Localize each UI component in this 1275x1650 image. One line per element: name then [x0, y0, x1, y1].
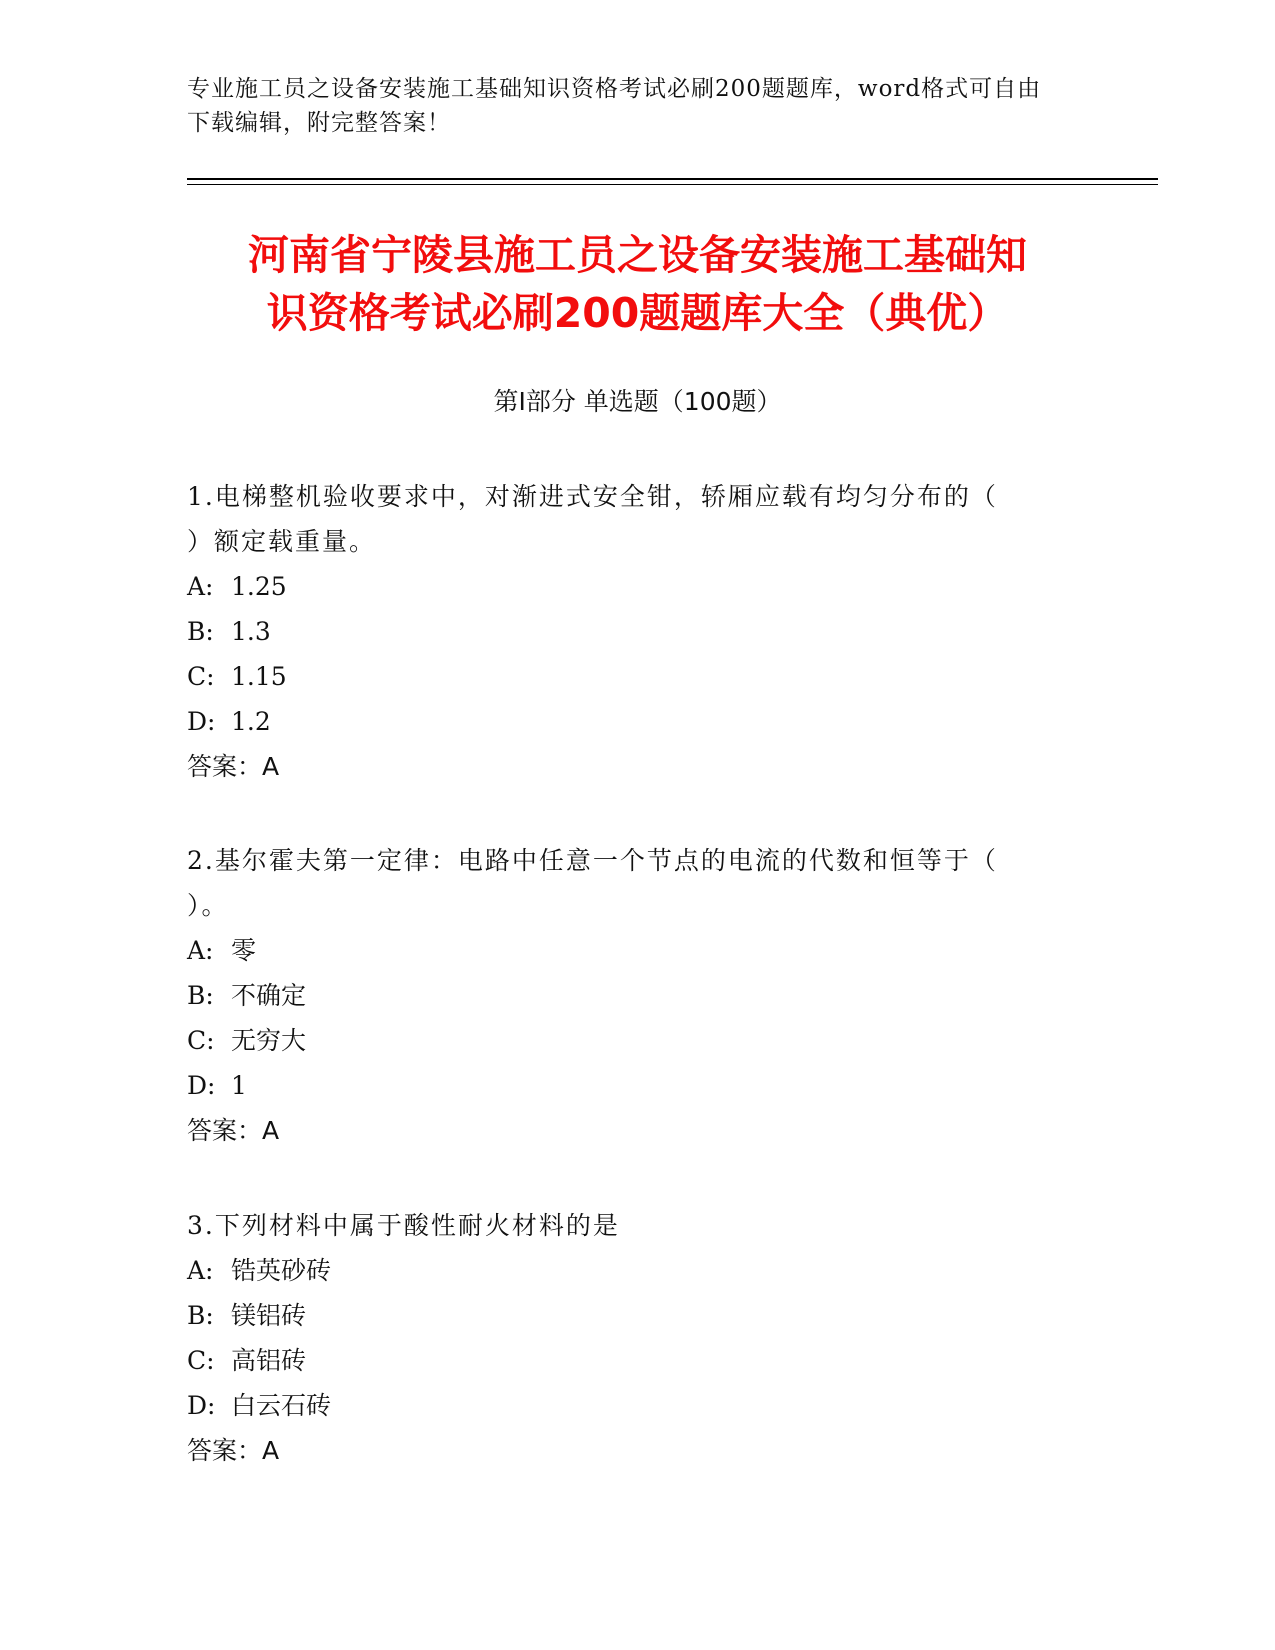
- option-c: [187, 1338, 1087, 1383]
- option-label: A:: [187, 1256, 214, 1285]
- question-item: [187, 1203, 1087, 1473]
- option-label: B:: [187, 1301, 214, 1330]
- intro-line: 下载编辑，附完整答案！: [187, 110, 451, 136]
- question-stem-line: 2.基尔霍夫第一定律：电路中任意一个节点的电流的代数和恒等于（: [187, 846, 998, 875]
- answer-text: 答案：A: [187, 1436, 280, 1465]
- option-text: 1.25: [231, 572, 287, 601]
- option-text: 零: [231, 936, 257, 965]
- answer-text: 答案：A: [187, 752, 280, 781]
- header-divider-thick: [187, 178, 1158, 180]
- option-c: [187, 1018, 1087, 1063]
- option-label: B:: [187, 617, 214, 646]
- option-text: 无穷大: [231, 1026, 307, 1055]
- option-text: 白云石砖: [231, 1391, 332, 1420]
- question-stem-line: 3.下列材料中属于酸性耐火材料的是: [187, 1211, 620, 1240]
- option-text: 锆英砂砖: [231, 1256, 332, 1285]
- option-label: C:: [187, 1346, 215, 1375]
- question-stem-line: ）额定载重量。: [187, 527, 377, 556]
- option-d: [187, 1383, 1087, 1428]
- option-text: 1.3: [231, 617, 271, 646]
- document-title: [150, 226, 1125, 342]
- option-d: [187, 1063, 1087, 1108]
- option-label: D:: [187, 1391, 216, 1420]
- option-label: D:: [187, 707, 216, 736]
- option-a: [187, 1248, 1087, 1293]
- question-stem-line: 1.电梯整机验收要求中，对渐进式安全钳，轿厢应载有均匀分布的（: [187, 482, 998, 511]
- option-b: [187, 609, 1087, 654]
- option-a: [187, 564, 1087, 609]
- option-b: [187, 973, 1087, 1018]
- option-text: 不确定: [231, 981, 307, 1010]
- option-label: D:: [187, 1071, 216, 1100]
- section-heading: 第Ⅰ部分 单选题（100题）: [493, 387, 782, 416]
- title-line: 河南省宁陵县施工员之设备安装施工基础知: [248, 231, 1027, 279]
- question-stem: [187, 838, 1087, 928]
- question-stem: [187, 474, 1087, 564]
- option-text: 1: [231, 1071, 247, 1100]
- question-item: [187, 838, 1087, 1153]
- option-text: 1.2: [231, 707, 271, 736]
- intro-text: [187, 72, 1087, 140]
- question-stem: [187, 1203, 1087, 1248]
- option-text: 高铝砖: [231, 1346, 307, 1375]
- option-label: A:: [187, 936, 214, 965]
- option-label: B:: [187, 981, 214, 1010]
- header-divider-thin: [187, 184, 1158, 185]
- option-b: [187, 1293, 1087, 1338]
- title-line: 识资格考试必刷200题题库大全（典优）: [266, 289, 1009, 337]
- option-label: C:: [187, 1026, 215, 1055]
- intro-line: 专业施工员之设备安装施工基础知识资格考试必刷200题题库，word格式可自由: [187, 76, 1042, 102]
- option-label: C:: [187, 662, 215, 691]
- question-item: [187, 474, 1087, 789]
- option-text: 镁铝砖: [231, 1301, 307, 1330]
- option-d: [187, 699, 1087, 744]
- option-text: 1.15: [231, 662, 287, 691]
- option-c: [187, 654, 1087, 699]
- option-a: [187, 928, 1087, 973]
- answer-text: 答案：A: [187, 1116, 280, 1145]
- question-stem-line: ）。: [187, 891, 229, 920]
- option-label: A:: [187, 572, 214, 601]
